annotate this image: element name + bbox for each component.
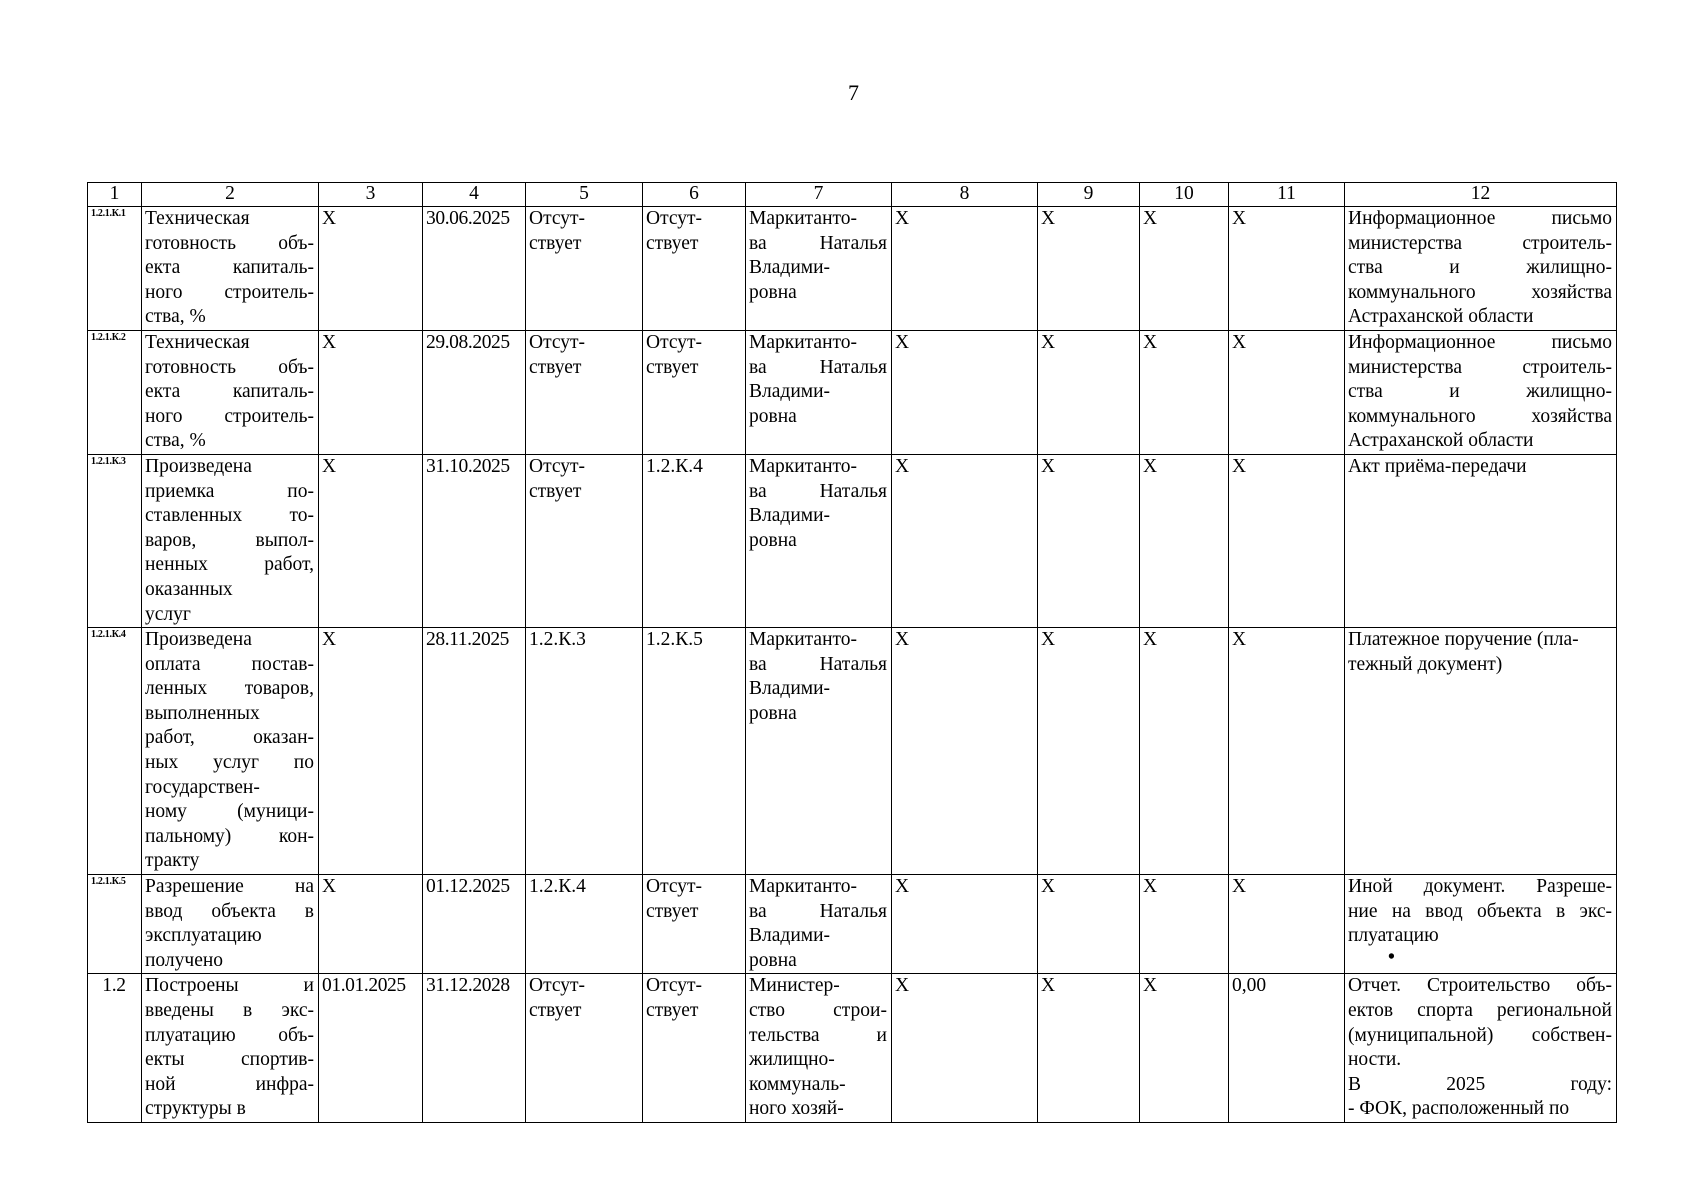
text-line: ровна — [749, 529, 797, 551]
column-number-7: 7 — [746, 183, 892, 207]
text-line: ствует — [646, 232, 699, 254]
text-line: - ФОК, расположенный по — [1348, 1098, 1570, 1120]
text-line: Отсут- — [529, 455, 586, 477]
column-number-10: 10 — [1140, 183, 1229, 207]
text-line: Маркитанто- — [749, 208, 858, 229]
text-line: Произведена — [145, 629, 252, 651]
text-line: выполненных — [145, 702, 260, 724]
col-8-value — [892, 628, 1038, 875]
text-line: ного строитель- — [145, 405, 314, 427]
row-code — [88, 875, 142, 974]
text-line: Отсут- — [646, 331, 703, 353]
cell-value: X — [1041, 208, 1056, 229]
cell-value: X — [322, 629, 336, 651]
col-10-value — [1140, 974, 1229, 1123]
col-9-value — [1038, 974, 1140, 1123]
predecessor — [526, 974, 643, 1123]
cell-value: 29.08.2025 — [426, 331, 510, 353]
text-line: Отсут- — [529, 975, 586, 997]
text-line: Отсут- — [646, 876, 703, 898]
text-line: тельства и — [749, 1024, 887, 1046]
text-line: 1.2.К.4 — [529, 876, 586, 898]
text-line: введены в экс- — [145, 1000, 314, 1021]
col-11-value — [1229, 454, 1345, 627]
text-line: ствует — [529, 480, 582, 502]
table-row — [88, 207, 1617, 331]
responsible — [746, 454, 892, 627]
text-line: екты спортив- — [145, 1049, 314, 1071]
bullet-mark: • — [1388, 946, 1395, 968]
text-line: Построены и — [145, 975, 314, 997]
end-date — [423, 974, 526, 1123]
text-line: ства и жилищно- — [1348, 381, 1612, 403]
row-code — [88, 454, 142, 627]
confirming-document — [1345, 974, 1617, 1123]
col-9-value — [1038, 454, 1140, 627]
text-line: ва Наталья — [749, 356, 887, 378]
text-line: коммунального хозяйства — [1348, 281, 1612, 303]
responsible — [746, 875, 892, 974]
end-date — [423, 628, 526, 875]
row-name — [142, 207, 319, 331]
text-line: коммунального хозяйства — [1348, 405, 1612, 427]
successor — [643, 330, 746, 454]
text-line: ствует — [529, 356, 582, 378]
col-10-value — [1140, 454, 1229, 627]
cell-value: X — [1041, 455, 1056, 477]
cell-value: X — [1232, 331, 1247, 353]
start-date — [319, 454, 423, 627]
column-number-9: 9 — [1038, 183, 1140, 207]
text-line: получено — [145, 949, 224, 971]
responsible — [746, 330, 892, 454]
column-number-5: 5 — [526, 183, 643, 207]
text-line: Владими- — [749, 505, 831, 527]
text-line: услуг — [145, 603, 191, 625]
end-date — [423, 330, 526, 454]
text-line: ства и жилищно- — [1348, 257, 1612, 279]
row-code — [88, 628, 142, 875]
cell-value: X — [322, 331, 336, 353]
text-line: оказанных — [145, 578, 233, 600]
text-line: Разрешение на — [145, 876, 314, 898]
row-code — [88, 974, 142, 1123]
cell-value: X — [895, 975, 910, 997]
text-line: работ, оказан- — [145, 727, 314, 749]
table-row — [88, 454, 1617, 627]
text-line: ного хозяй- — [749, 1098, 844, 1120]
confirming-document — [1345, 875, 1617, 974]
col-8-value — [892, 974, 1038, 1123]
text-line: ва Наталья — [749, 900, 887, 922]
cell-value: 01.12.2025 — [426, 876, 510, 898]
text-line: ровна — [749, 405, 797, 427]
successor — [643, 628, 746, 875]
text-line: Отсут- — [529, 331, 586, 353]
column-number-row — [88, 183, 1617, 207]
text-line: государствен- — [145, 776, 260, 798]
cell-value: X — [895, 876, 910, 898]
text-line: Владими- — [749, 925, 831, 947]
successor — [643, 207, 746, 331]
text-line: ности. — [1348, 1049, 1402, 1071]
text-line: ствует — [646, 1000, 699, 1021]
responsible — [746, 974, 892, 1123]
start-date — [319, 330, 423, 454]
responsible — [746, 628, 892, 875]
text-line: Отсут- — [646, 975, 703, 997]
text-line: ровна — [749, 949, 797, 971]
table-row — [88, 974, 1617, 1123]
text-line: Отсут- — [529, 208, 586, 229]
col-8-value — [892, 330, 1038, 454]
cell-value: X — [1143, 208, 1158, 229]
col-11-value — [1229, 875, 1345, 974]
text-line: Произведена — [145, 455, 252, 477]
col-11-value — [1229, 974, 1345, 1123]
cell-value: X — [895, 331, 910, 353]
column-number-11: 11 — [1229, 183, 1345, 207]
cell-value: X — [1041, 331, 1056, 353]
text-line: 1.2.К.5 — [646, 629, 703, 651]
start-date — [319, 875, 423, 974]
cell-value: X — [1143, 455, 1158, 477]
cell-value: X — [1143, 629, 1158, 651]
cell-value: X — [322, 455, 336, 477]
cell-value: X — [322, 208, 336, 229]
col-8-value — [892, 454, 1038, 627]
text-line: Маркитанто- — [749, 455, 858, 477]
cell-value: 1.2 — [102, 975, 126, 997]
cell-value: X — [1041, 975, 1056, 997]
row-name — [142, 628, 319, 875]
text-line: Владими- — [749, 678, 831, 700]
text-line: ектов спорта региональной — [1348, 1000, 1612, 1021]
cell-value: X — [1143, 331, 1158, 353]
end-date — [423, 875, 526, 974]
cell-value: 1.2.1.К.3 — [91, 455, 126, 467]
cell-value: X — [322, 876, 336, 898]
text-line: ство строи- — [749, 1000, 887, 1021]
text-line: структуры в — [145, 1098, 246, 1120]
cell-value: 1.2.1.К.2 — [91, 331, 126, 343]
text-line: министерства строитель- — [1348, 232, 1612, 254]
column-number-4: 4 — [423, 183, 526, 207]
text-line: Отсут- — [646, 208, 703, 229]
text-line: плуатацию объ- — [145, 1024, 314, 1046]
col-10-value — [1140, 628, 1229, 875]
text-line: коммуналь- — [749, 1073, 846, 1095]
text-line: Техническая — [145, 331, 250, 353]
text-line: ствует — [646, 900, 699, 922]
text-line: Маркитанто- — [749, 876, 858, 898]
cell-value: X — [1143, 975, 1158, 997]
text-line: Владими- — [749, 257, 831, 279]
text-line: ленных товаров, — [145, 678, 314, 700]
text-line: ровна — [749, 281, 797, 303]
cell-value: 31.10.2025 — [426, 455, 510, 477]
table-row — [88, 330, 1617, 454]
cell-value: X — [1232, 455, 1247, 477]
row-name — [142, 330, 319, 454]
row-name — [142, 974, 319, 1123]
text-line: тежный документ) — [1348, 653, 1503, 675]
column-number-1: 1 — [88, 183, 142, 207]
cell-value: 1.2.1.К.1 — [91, 208, 126, 219]
predecessor — [526, 207, 643, 331]
column-number-8: 8 — [892, 183, 1038, 207]
text-line: ному (муници- — [145, 801, 314, 823]
text-line: ного строитель- — [145, 281, 314, 303]
col-11-value — [1229, 330, 1345, 454]
text-line: ной инфра- — [145, 1073, 314, 1095]
successor — [643, 974, 746, 1123]
table-row — [88, 875, 1617, 974]
cell-value: X — [1143, 876, 1158, 898]
text-line: готовность объ- — [145, 232, 314, 254]
row-code — [88, 207, 142, 331]
text-line: екта капиталь- — [145, 257, 314, 279]
plan-table — [87, 182, 1617, 1123]
cell-value: X — [1041, 629, 1056, 651]
cell-value: 30.06.2025 — [426, 208, 510, 229]
text-line: Информационное письмо — [1348, 331, 1612, 353]
text-line: Астраханской области — [1348, 306, 1534, 328]
col-9-value — [1038, 330, 1140, 454]
text-line: Информационное письмо — [1348, 208, 1612, 229]
text-line: ненных работ, — [145, 554, 314, 576]
text-line: Маркитанто- — [749, 331, 858, 353]
text-line: ства, % — [145, 306, 206, 328]
row-name — [142, 454, 319, 627]
text-line: ва Наталья — [749, 653, 887, 675]
text-line: В 2025 году: — [1348, 1073, 1612, 1095]
column-number-12: 12 — [1345, 183, 1617, 207]
text-line: ствует — [529, 232, 582, 254]
text-line: Акт приёма-передачи — [1348, 455, 1527, 477]
confirming-document — [1345, 330, 1617, 454]
successor — [643, 454, 746, 627]
text-line: плуатацию — [1348, 925, 1439, 947]
start-date — [319, 207, 423, 331]
col-10-value — [1140, 875, 1229, 974]
text-line: ва Наталья — [749, 232, 887, 254]
text-line: ставленных то- — [145, 505, 314, 527]
table-row — [88, 628, 1617, 875]
predecessor — [526, 628, 643, 875]
confirming-document — [1345, 207, 1617, 331]
text-line: Платежное поручение (пла- — [1348, 629, 1579, 651]
text-line: Астраханской области — [1348, 430, 1534, 452]
col-8-value — [892, 207, 1038, 331]
text-line: тракту — [145, 850, 200, 872]
column-number-2: 2 — [142, 183, 319, 207]
text-line: 1.2.К.4 — [646, 455, 703, 477]
text-line: оплата постав- — [145, 653, 314, 675]
successor — [643, 875, 746, 974]
text-line: 1.2.К.3 — [529, 629, 586, 651]
col-9-value — [1038, 628, 1140, 875]
text-line: ства, % — [145, 430, 206, 452]
start-date — [319, 628, 423, 875]
cell-value: X — [1232, 208, 1247, 229]
column-number-6: 6 — [643, 183, 746, 207]
cell-value: X — [895, 629, 910, 651]
text-line: Владими- — [749, 381, 831, 403]
text-line: варов, выпол- — [145, 529, 314, 551]
col-9-value — [1038, 875, 1140, 974]
col-11-value — [1229, 207, 1345, 331]
text-line: ных услуг по — [145, 752, 314, 774]
cell-value: 28.11.2025 — [426, 629, 510, 651]
col-11-value — [1229, 628, 1345, 875]
cell-value: 1.2.1.К.4 — [91, 629, 126, 641]
predecessor — [526, 454, 643, 627]
col-8-value — [892, 875, 1038, 974]
text-line: эксплуатацию — [145, 925, 262, 947]
end-date — [423, 454, 526, 627]
text-line: министерства строитель- — [1348, 356, 1612, 378]
text-line: ние на ввод объекта в экс- — [1348, 900, 1612, 922]
col-10-value — [1140, 330, 1229, 454]
text-line: Министер- — [749, 975, 840, 997]
text-line: ввод объекта в — [145, 900, 314, 922]
text-line: (муниципальной) собствен- — [1348, 1024, 1612, 1046]
row-name — [142, 875, 319, 974]
text-line: Маркитанто- — [749, 629, 858, 651]
text-line: Иной документ. Разреше- — [1348, 876, 1612, 898]
col-9-value — [1038, 207, 1140, 331]
confirming-document — [1345, 454, 1617, 627]
cell-value: X — [895, 455, 910, 477]
confirming-document — [1345, 628, 1617, 875]
cell-value: X — [1232, 876, 1247, 898]
cell-value: X — [1232, 629, 1247, 651]
text-line: ровна — [749, 702, 797, 724]
text-line: ва Наталья — [749, 480, 887, 502]
cell-value: 31.12.2028 — [426, 975, 510, 997]
text-line: пальному) кон- — [145, 825, 314, 847]
start-date — [319, 974, 423, 1123]
col-10-value — [1140, 207, 1229, 331]
predecessor — [526, 875, 643, 974]
cell-value: 0,00 — [1232, 975, 1267, 997]
responsible — [746, 207, 892, 331]
row-code — [88, 330, 142, 454]
cell-value: X — [895, 208, 910, 229]
end-date — [423, 207, 526, 331]
text-line: Техническая — [145, 208, 250, 229]
cell-value: 1.2.1.К.5 — [91, 876, 126, 888]
page-number: 7 — [848, 80, 859, 105]
text-line: жилищно- — [749, 1049, 835, 1071]
predecessor — [526, 330, 643, 454]
text-line: Отчет. Строительство объ- — [1348, 975, 1612, 997]
text-line: екта капиталь- — [145, 381, 314, 403]
text-line: приемка по- — [145, 480, 314, 502]
column-number-3: 3 — [319, 183, 423, 207]
text-line: ствует — [529, 1000, 582, 1021]
cell-value: X — [1041, 876, 1056, 898]
text-line: готовность объ- — [145, 356, 314, 378]
text-line: ствует — [646, 356, 699, 378]
cell-value: 01.01.2025 — [322, 975, 406, 997]
